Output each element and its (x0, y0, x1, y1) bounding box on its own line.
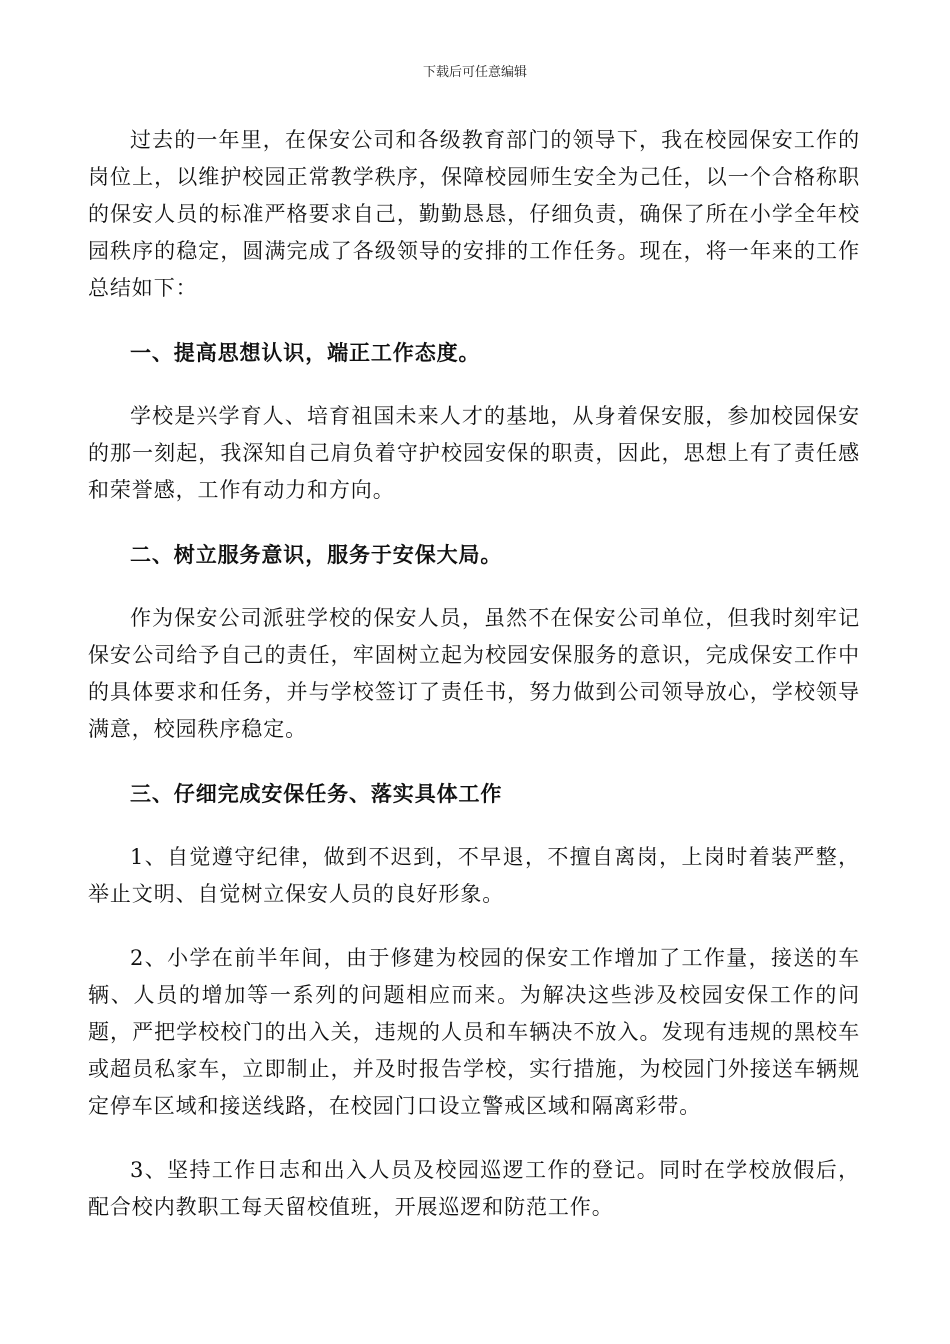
section-2-paragraph: 作为保安公司派驻学校的保安人员，虽然不在保安公司单位，但我时刻牢记保安公司给予自己的责任，牢固树立起为校园安保服务的意识，完成保安工作中的具体要求和任务，并与学校签订了责任书，努力做到公司领导放心，学校领导满意，校园秩序稳定。 (88, 606, 860, 741)
section-1-paragraph: 学校是兴学育人、培育祖国未来人才的基地，从身着保安服，参加校园保安的那一刻起，我深知自己肩负着守护校园安保的职责，因此，思想上有了责任感和荣誉感，工作有动力和方向。 (88, 404, 860, 502)
section-2-heading: 二、树立服务意识，服务于安保大局。 (130, 542, 503, 567)
list-item-2: 2、小学在前半年间，由于修建为校园的保安工作增加了工作量，接送的车辆、人员的增加等一系列的问题相应而来。为解决这些涉及校园安保工作的问题，严把学校校门的出入关，违规的人员和车辆决不放入。发现有违规的黑校车或超员私家车，立即制止，并及时报告学校，实行措施，为校园门外接送车辆规定停车区域和接送线路，在校园门口设立警戒区域和隔离彩带。 (88, 946, 860, 1118)
section-3-heading: 三、仔细完成安保任务、落实具体工作 (130, 781, 503, 806)
document-body (88, 122, 860, 1226)
section-1-heading: 一、提高思想认识，端正工作态度。 (130, 340, 481, 365)
intro-paragraph: 过去的一年里，在保安公司和各级教育部门的领导下，我在校园保安工作的岗位上，以维护校园正常教学秩序，保障校园师生安全为己任，以一个合格称职的保安人员的标准严格要求自己，勤勤恳恳，仔细负责，确保了所在小学全年校园秩序的稳定，圆满完成了各级领导的安排的工作任务。现在，将一年来的工作总结如下： (88, 128, 860, 300)
list-item-3: 3、坚持工作日志和出入人员及校园巡逻工作的登记。同时在学校放假后，配合校内教职工每天留校值班，开展巡逻和防范工作。 (88, 1158, 860, 1219)
list-item-1: 1、自觉遵守纪律，做到不迟到，不早退，不擅自离岗，上岗时着装严整，举止文明、自觉树立保安人员的良好形象。 (88, 845, 860, 906)
page-header: 下载后可任意编辑 (422, 65, 527, 80)
